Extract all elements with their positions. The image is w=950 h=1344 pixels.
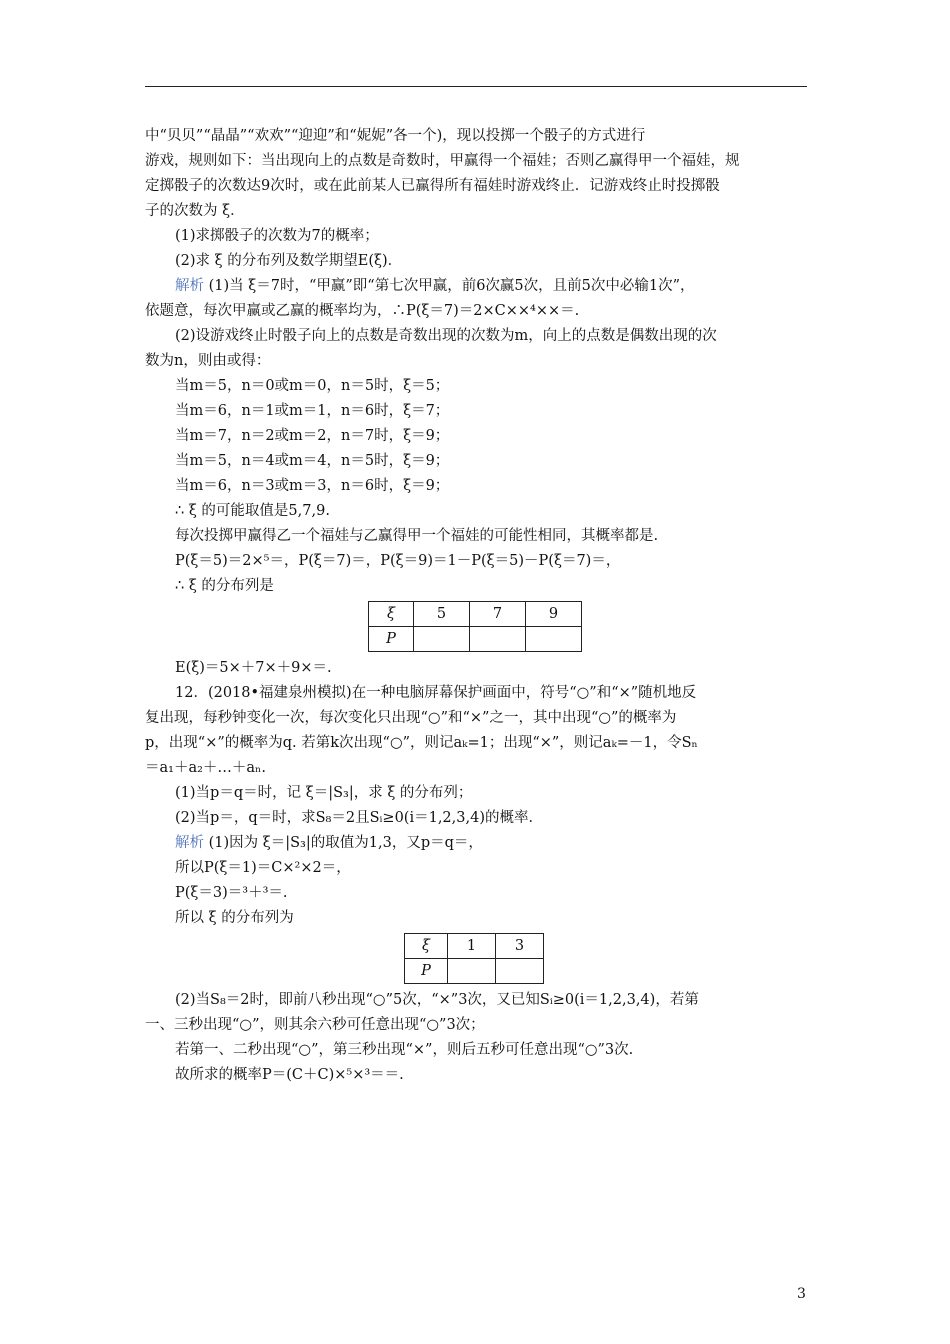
- table-cell: P: [369, 627, 414, 652]
- text-line: P(ξ＝3)＝³＋³＝.: [175, 885, 288, 901]
- case-line: 当m＝5，n＝4或m＝4，n＝5时，ξ＝9；: [175, 453, 450, 469]
- header-rule: [145, 86, 807, 87]
- case-line: 当m＝7，n＝2或m＝2，n＝7时，ξ＝9；: [175, 428, 450, 444]
- question-part: (1)当p＝q＝时，记 ξ＝|S₃|，求 ξ 的分布列；: [175, 785, 473, 801]
- text-line: ∴ ξ 的可能取值是5,7,9.: [175, 503, 330, 519]
- table-cell: 1: [448, 934, 496, 959]
- table-cell: P: [405, 959, 448, 984]
- table-cell: ξ: [369, 602, 414, 627]
- question-part: (2)求 ξ 的分布列及数学期望E(ξ)．: [175, 253, 403, 269]
- text-line: (2)设游戏终止时骰子向上的点数是奇数出现的次数为m，向上的点数是偶数出现的次: [175, 328, 717, 344]
- table-cell: [414, 627, 470, 652]
- case-line: 当m＝6，n＝1或m＝1，n＝6时，ξ＝7；: [175, 403, 450, 419]
- answer-label: 解析: [175, 278, 204, 294]
- table-cell: [526, 627, 582, 652]
- table-cell: [496, 959, 544, 984]
- text-line: 依题意，每次甲赢或乙赢的概率均为，∴P(ξ＝7)＝2×C××⁴××＝.: [145, 303, 580, 319]
- solution-line: [175, 833, 810, 853]
- table-cell: 3: [496, 934, 544, 959]
- text-line: 游戏，规则如下：当出现向上的点数是奇数时，甲赢得一个福娃；否则乙赢得甲一个福娃，规: [145, 153, 740, 169]
- text-line: 定掷骰子的次数达9次时，或在此前某人已赢得所有福娃时游戏终止．记游戏终止时投掷骰: [145, 178, 720, 194]
- text-line: 一、三秒出现“○”，则其余六秒可任意出现“○”3次；: [145, 1017, 485, 1033]
- question-part: (1)求掷骰子的次数为7的概率；: [175, 228, 379, 244]
- text-line: 复出现，每秒钟变化一次，每次变化只出现“○”和“×”之一，其中出现“○”的概率为: [145, 710, 677, 726]
- text-line: 子的次数为 ξ．: [145, 203, 245, 219]
- table-cell: 7: [470, 602, 526, 627]
- text-line: 所以P(ξ＝1)＝C×²×2＝，: [175, 860, 351, 876]
- text-line: P(ξ＝5)＝2×⁵＝，P(ξ＝7)＝，P(ξ＝9)＝1－P(ξ＝5)－P(ξ＝7)＝，: [175, 553, 621, 569]
- case-line: 当m＝5，n＝0或m＝0，n＝5时，ξ＝5；: [175, 378, 450, 394]
- question-part: (2)当p＝，q＝时，求S₈＝2且Sᵢ≥0(i＝1,2,3,4)的概率．: [175, 810, 543, 826]
- solution-line: [175, 276, 810, 296]
- solution-text: (1)因为 ξ＝|S₃|的取值为1,3，又p＝q＝，: [208, 835, 483, 851]
- distribution-table-2: [404, 933, 544, 984]
- distribution-table-1: [368, 601, 582, 652]
- solution-text: (1)当 ξ＝7时，“甲赢”即“第七次甲赢，前6次赢5次，且前5次中必输1次”，: [208, 278, 695, 294]
- problem-12: 12．(2018•福建泉州模拟)在一种电脑屏幕保护画面中，符号“○”和“×”随机地反: [175, 685, 697, 701]
- text-line: ∴ ξ 的分布列是: [175, 578, 274, 594]
- page-number: 3: [797, 1286, 806, 1302]
- case-line: 当m＝6，n＝3或m＝3，n＝6时，ξ＝9；: [175, 478, 450, 494]
- text-line: p，出现“×”的概率为q. 若第k次出现“○”，则记aₖ=1；出现“×”，则记aₖ=－1，令Sₙ: [145, 735, 698, 751]
- text-line: ＝a₁＋a₂＋…＋aₙ.: [145, 760, 266, 776]
- text-line: E(ξ)＝5×＋7×＋9×＝.: [175, 660, 332, 676]
- text-line: 中“贝贝”“晶晶”“欢欢”“迎迎”和“妮妮”各一个)，现以投掷一个骰子的方式进行: [145, 128, 646, 144]
- table-cell: 9: [526, 602, 582, 627]
- text-line: 数为n，则由或得：: [145, 353, 271, 369]
- text-line: 若第一、二秒出现“○”，第三秒出现“×”，则后五秒可任意出现“○”3次.: [175, 1042, 634, 1058]
- table-cell: 5: [414, 602, 470, 627]
- table-cell: [448, 959, 496, 984]
- text-line: (2)当S₈＝2时，即前八秒出现“○”5次，“×”3次，又已知Sᵢ≥0(i＝1,2,3,4)，若第: [175, 992, 699, 1008]
- text-line: 每次投掷甲赢得乙一个福娃与乙赢得甲一个福娃的可能性相同，其概率都是.: [175, 528, 659, 544]
- table-cell: ξ: [405, 934, 448, 959]
- text-line: 所以 ξ 的分布列为: [175, 910, 294, 926]
- table-cell: [470, 627, 526, 652]
- answer-label: 解析: [175, 835, 204, 851]
- text-line: 故所求的概率P＝(C＋C)×⁵×³＝＝.: [175, 1067, 404, 1083]
